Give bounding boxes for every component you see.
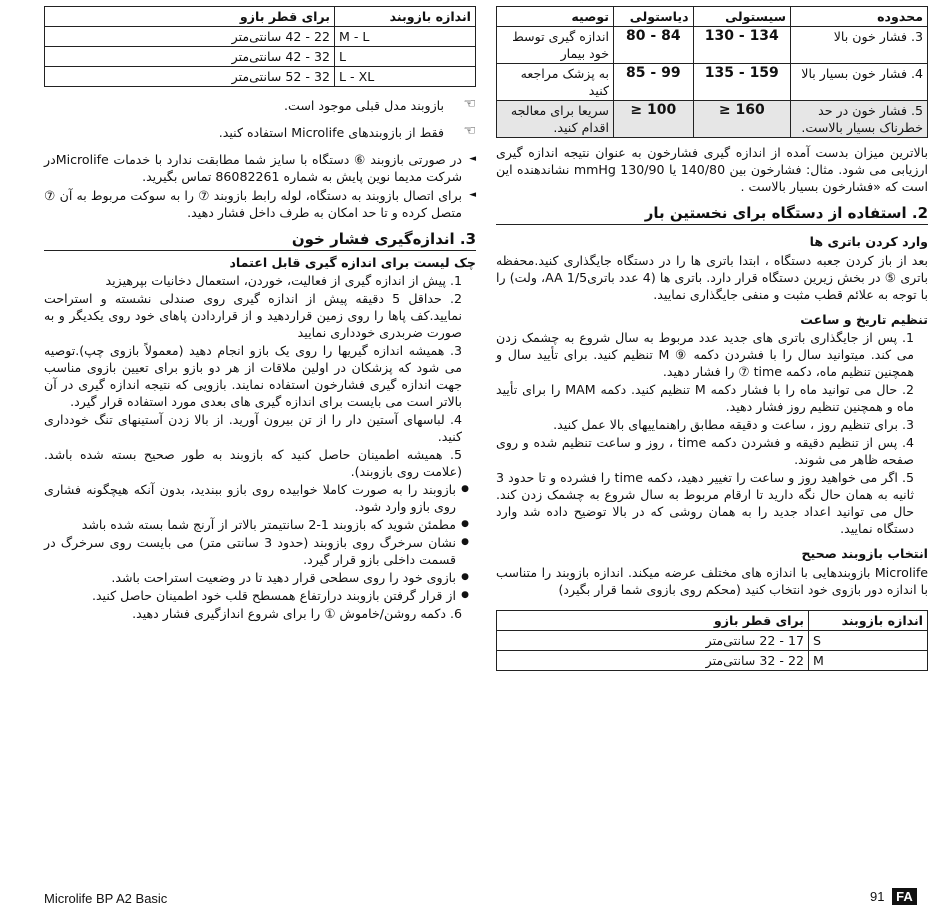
size-cell: L — [335, 47, 476, 67]
table-row — [497, 64, 928, 101]
note — [44, 97, 476, 114]
list-item: ◄ در صورتی بازوبند ⑥ دستگاه با سایز شما مطابقت ندارد با خدمات Microlifeدر شرکت مدیما نوین پایش به شماره 86082261 تماس بگیرید. — [44, 151, 476, 185]
cuff-instructions — [44, 151, 476, 221]
range-cell: 4. فشار خون بسیار بالا — [791, 64, 928, 101]
range-cell: 5. فشار خون در حد خطرناک بسیار بالاست. — [791, 101, 928, 138]
list-item: 2. حداقل 5 دقیقه پیش از اندازه گیری روی صندلی نشسته و استراحت نمایید.کف پاها را روی زمین قراردهید و از قراردادن پاهای خود روی یکدیگر و به صورت ضربدری خودداری نمایید — [44, 291, 462, 340]
list-item: 5. همیشه اطمینان حاصل کنید که بازوبند به طور صحیح بسته شده باشد. (علامت روی بازوبند). — [44, 447, 462, 479]
checklist-step-6 — [44, 605, 476, 622]
list-item: 3. برای تنظیم روز ، ساعت و دقیقه مطابق راهنماییهای بالا عمل کنید. — [553, 417, 914, 432]
list-item: ● بازوبند را به صورت کاملا خوابیده روی بازو ببندید، بدون آنکه هیچگونه فشاری روی بازو وارد شود. — [44, 481, 470, 515]
cuff-heading: انتخاب بازوبند صحیح — [801, 546, 928, 561]
table-row — [497, 101, 928, 138]
list-item: ● مطمئن شوید که بازوبند 1-2 سانتیمتر بالاتر از آرنج شما بسته شده باشد — [44, 516, 470, 533]
range-cell: 22 - 42 سانتی‌متر — [45, 27, 335, 47]
systolic-cell: 130 - 134 — [693, 27, 790, 64]
page-number: 91 — [870, 889, 885, 904]
left-column — [44, 6, 476, 623]
list-item: ● بازوی خود را روی سطحی قرار دهید تا در وضعیت استراحت باشد. — [44, 569, 470, 586]
advice-cell: سریعا برای معالجه اقدام کنید. — [497, 101, 614, 138]
table-header: دیاستولی — [614, 7, 694, 27]
list-item: ● از قرار گرفتن بازوبند درارتفاع همسطح قلب خود اطمینان حاصل کنید. — [44, 587, 470, 604]
cuff-size-table-a — [496, 610, 928, 671]
section-2-title: 2. استفاده از دستگاه برای نخستین بار — [496, 205, 928, 225]
battery-heading: وارد کردن باتری ها — [809, 234, 928, 249]
table-header-row — [45, 7, 476, 27]
advice-cell: اندازه گیری توسط خود بیمار — [497, 27, 614, 64]
table-row — [497, 651, 928, 671]
list-item: 5. اگر می خواهید روز و ساعت را تغییر دهید، دکمه time را فشرده و تا حدود 3 ثانیه به همان حال نگه دارید تا ارقام مربوط به سال شروع به چشمک زدن کند. حال می توانید اعداد جدید را به همان روشی که در بالا توضیح داده شد وارد دستگاه نمایید. — [496, 470, 914, 536]
table-row — [45, 27, 476, 47]
battery-text: بعد از باز کردن جعبه دستگاه ، ابتدا باتری ها را در دستگاه جایگذاری کنید.محفظه باتری ⑤ در بخش زیرین دستگاه قرار دارد. باتری ها (4 عدد باتری1/5 AA، ولت) را با توجه به علائم قطب مثبت و منفی جایگذاری نمایید. — [496, 253, 928, 302]
range-cell: 3. فشار خون بالا — [791, 27, 928, 64]
list-item: ◄ برای اتصال بازوبند به دستگاه، لوله رابط بازوبند ⑦ را به سوکت مربوط به آن ⑦ متصل کرده و تا حد امکان به طرف داخل فشار دهید. — [44, 187, 476, 221]
size-cell: L - XL — [335, 67, 476, 87]
list-item: 2. حال می توانید ماه را با فشار دکمه M تنظیم کنید. دکمه MAM را برای تأیید ماه و همچنین تنظیم روز فشار دهید. — [496, 382, 914, 414]
right-column — [496, 6, 928, 671]
size-cell: M - L — [335, 27, 476, 47]
table-header-row — [497, 7, 928, 27]
range-cell: 32 - 42 سانتی‌متر — [45, 47, 335, 67]
cuff-text: Microlife بازوبندهایی با اندازه های مختلف عرضه میکند. اندازه بازوبند را متناسب با اندازه دور بازوی خود انتخاب کنید (محکم روی بازوی شما قرار بگیرد) — [496, 565, 928, 597]
list-item: ● نشان سرخرگ روی بازوبند (حدود 3 سانتی متر) می بایست روی سرخرگ در قسمت داخلی بازو قرار گیرد. — [44, 534, 470, 568]
language-badge: FA — [892, 888, 917, 905]
table-header: برای قطر بازو — [45, 7, 335, 27]
list-item: 4. پس از تنظیم دقیقه و فشردن دکمه time ، روز و ساعت تنظیم شده و روی صفحه ظاهر می شوند. — [496, 435, 914, 467]
table-header: اندازه بازوبند — [809, 611, 928, 631]
footer-page — [870, 888, 917, 905]
list-item: 3. همیشه اندازه گیریها را روی یک بازو انجام دهید (معمولاً بازوی چپ).توصیه می شود که پزشکان در اولین ملاقات از هر دو بازو برای تعیین بازوی مناسب جهت اندازه گیری فشارخون استفاده نمایند. بازویی که نتیجه اندازه گیری در آن بالاتر است می بایست برای اندازه گیری های بعدی مورد استفاده قرار گیرد. — [44, 343, 462, 409]
pointing-hand-icon: ☜ — [463, 123, 476, 139]
table-header: اندازه بازوبند — [335, 7, 476, 27]
list-item: 4. لباسهای آستین دار را از تن بیرون آورید. از بالا زدن آستینهای تنگ خودداری کنید. — [44, 412, 462, 444]
range-cell: 17 - 22 سانتی‌متر — [497, 631, 809, 651]
list-item: 1. پیش از اندازه گیری از فعالیت، خوردن، استعمال دخانیات بپرهیزید — [105, 273, 462, 288]
pointing-hand-icon: ☜ — [463, 96, 476, 112]
note — [44, 124, 476, 141]
section-3-title: 3. اندازه‌گیری فشار خون — [44, 231, 476, 251]
diastolic-cell: 80 - 84 — [614, 27, 694, 64]
table-row — [45, 67, 476, 87]
cuff-fit-bullets — [44, 481, 470, 604]
table-row — [497, 27, 928, 64]
range-cell: 22 - 32 سانتی‌متر — [497, 651, 809, 671]
checklist-heading: چک لیست برای اندازه گیری قابل اعتماد — [229, 255, 476, 270]
table-header: برای قطر بازو — [497, 611, 809, 631]
bp-classification-table — [496, 6, 928, 138]
datetime-heading: تنظیم تاریخ و ساعت — [800, 312, 928, 327]
list-item: 1. پس از جایگذاری باتری های جدید عدد مربوط به سال شروع به چشمک زدن می کند. میتوانید سال را با فشردن دکمه ⑨ M تنظیم کنید. برای تأیید سال و همچنین تنظیم ماه، دکمه time ⑦ را فشار دهید. — [496, 330, 914, 379]
systolic-cell: 135 - 159 — [693, 64, 790, 101]
diastolic-cell: 85 - 99 — [614, 64, 694, 101]
systolic-cell: ≥ 160 — [693, 101, 790, 138]
table-header: محدوده — [791, 7, 928, 27]
size-cell: M — [809, 651, 928, 671]
table-header: سیستولی — [693, 7, 790, 27]
range-cell: 32 - 52 سانتی‌متر — [45, 67, 335, 87]
diastolic-cell: ≥ 100 — [614, 101, 694, 138]
table-header: توصیه — [497, 7, 614, 27]
note-text: فقط از بازوبندهای Microlife استفاده کنید. — [218, 125, 444, 140]
table-row — [45, 47, 476, 67]
note-text: بازوبند مدل قبلی موجود است. — [284, 98, 444, 113]
table-row — [497, 631, 928, 651]
bp-note: بالاترین میزان بدست آمده از اندازه گیری فشارخون به عنوان نتیجه اندازه گیری ارزیابی می شود. مثال: فشارخون بین 140/80 یا 130/90 mmHg نشاندهنده این است که «فشارخون بسیار بالاست . — [496, 145, 928, 194]
footer-brand: Microlife BP A2 Basic — [44, 891, 168, 906]
checklist — [44, 272, 476, 480]
advice-cell: به پزشک مراجعه کنید — [497, 64, 614, 101]
table-header-row — [497, 611, 928, 631]
cuff-size-table-b — [44, 6, 476, 87]
datetime-list — [496, 329, 928, 537]
size-cell: S — [809, 631, 928, 651]
list-item: 6. دکمه روشن/خاموش ① را برای شروع اندازگیری فشار دهید. — [132, 606, 462, 621]
